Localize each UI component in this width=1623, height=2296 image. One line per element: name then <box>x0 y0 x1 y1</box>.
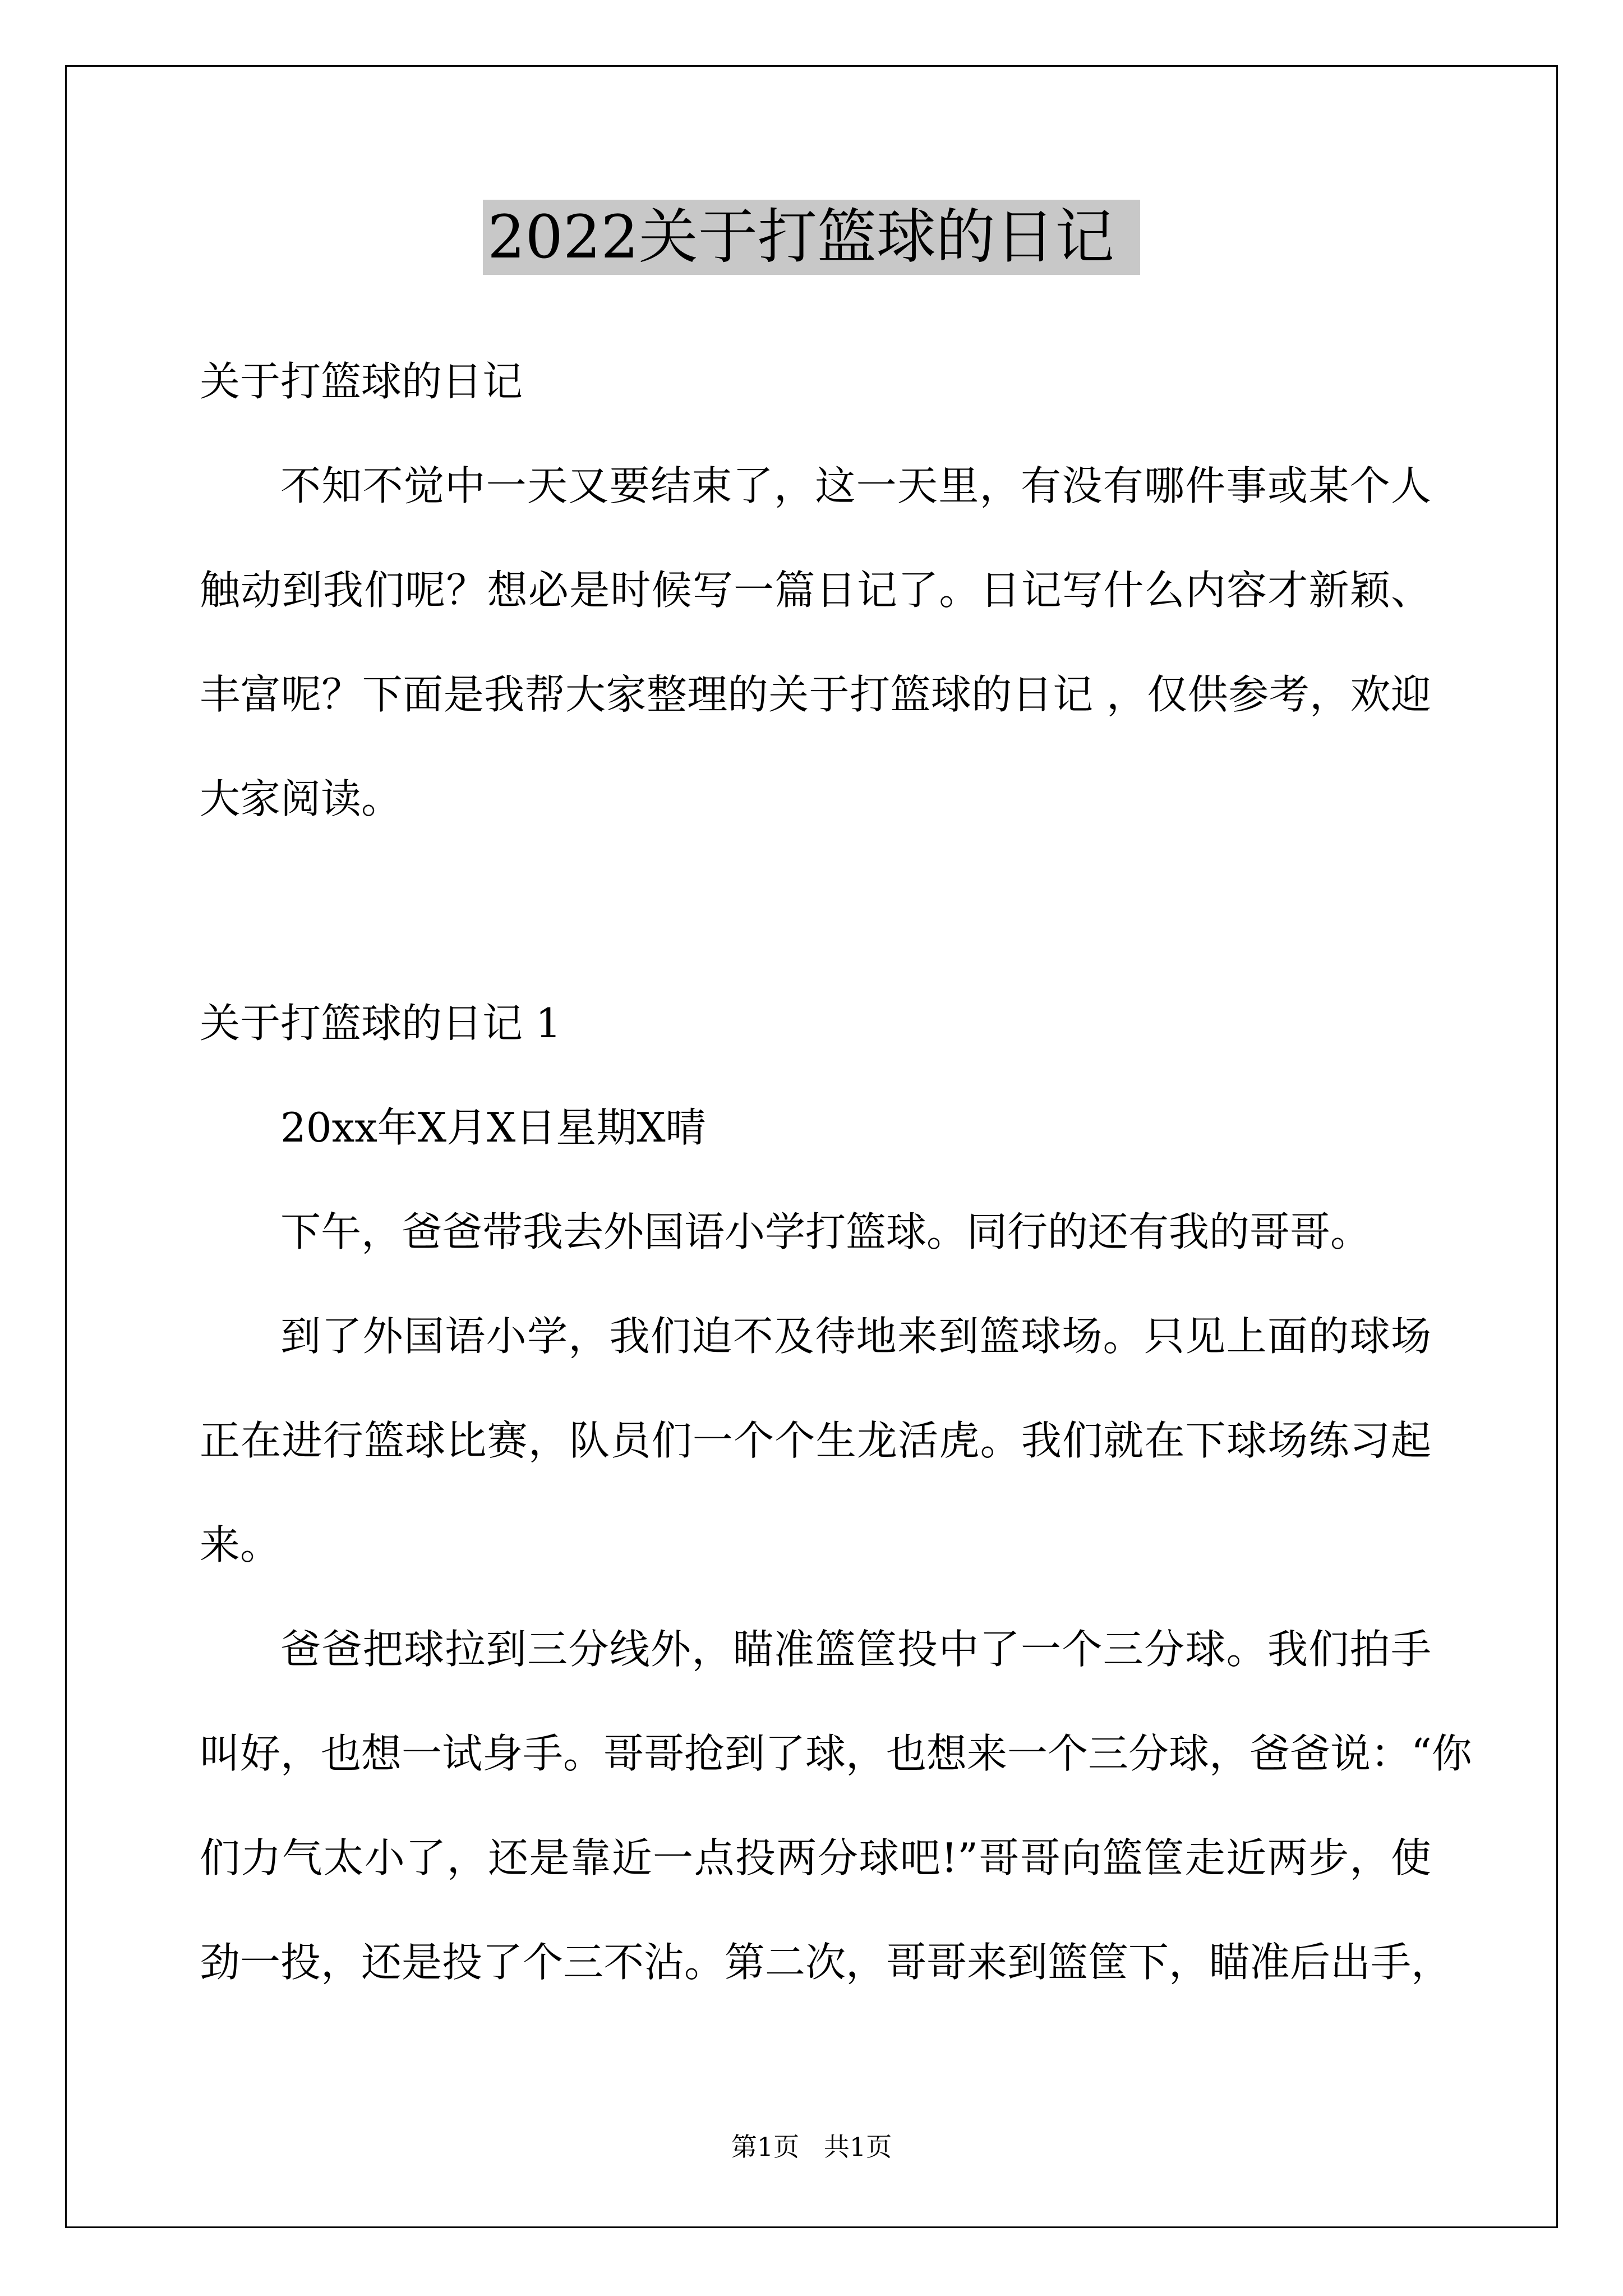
subtitle-line: 关于打篮球的日记 <box>200 358 523 405</box>
paragraph-line: 正在进行篮球比赛，队员们一个个生龙活虎。我们就在下球场练习起 <box>200 1417 1431 1464</box>
paragraph-line: 到了外国语小学，我们迫不及待地来到篮球场。只见上面的球场 <box>280 1313 1431 1360</box>
paragraph-line: 劲一投，还是投了个三不沾。第二次，哥哥来到篮筐下，瞄准后出手， <box>200 1939 1452 1986</box>
paragraph-line: 来。 <box>200 1521 281 1568</box>
paragraph-line: 爸爸把球拉到三分线外，瞄准篮筐投中了一个三分球。我们拍手 <box>280 1626 1431 1673</box>
title-container <box>0 200 1623 275</box>
paragraph-line: 叫好，也想一试身手。哥哥抢到了球，也想来一个三分球，爸爸说：“你 <box>200 1730 1472 1777</box>
paragraph-line: 大家阅读。 <box>200 775 402 822</box>
paragraph-line: 下午，爸爸带我去外国语小学打篮球。同行的还有我的哥哥。 <box>280 1208 1371 1255</box>
section-heading: 关于打篮球的日记 1 <box>200 1000 561 1047</box>
paragraph-line: 不知不觉中一天又要结束了，这一天里，有没有哪件事或某个人 <box>280 462 1431 509</box>
page-footer: 第1页 共1页 <box>731 2132 892 2162</box>
date-line: 20xx年X月X日星期X晴 <box>280 1104 706 1151</box>
paragraph-line: 触动到我们呢？想必是时候写一篇日记了。日记写什么内容才新颖、 <box>200 567 1431 614</box>
paragraph-line: 们力气太小了，还是靠近一点投两分球吧!”哥哥向篮筐走近两步，使 <box>200 1834 1431 1881</box>
document-title: 2022关于打篮球的日记 <box>483 200 1140 275</box>
paragraph-line: 丰富呢？下面是我帮大家整理的关于打篮球的日记 ，仅供参考，欢迎 <box>200 671 1431 718</box>
